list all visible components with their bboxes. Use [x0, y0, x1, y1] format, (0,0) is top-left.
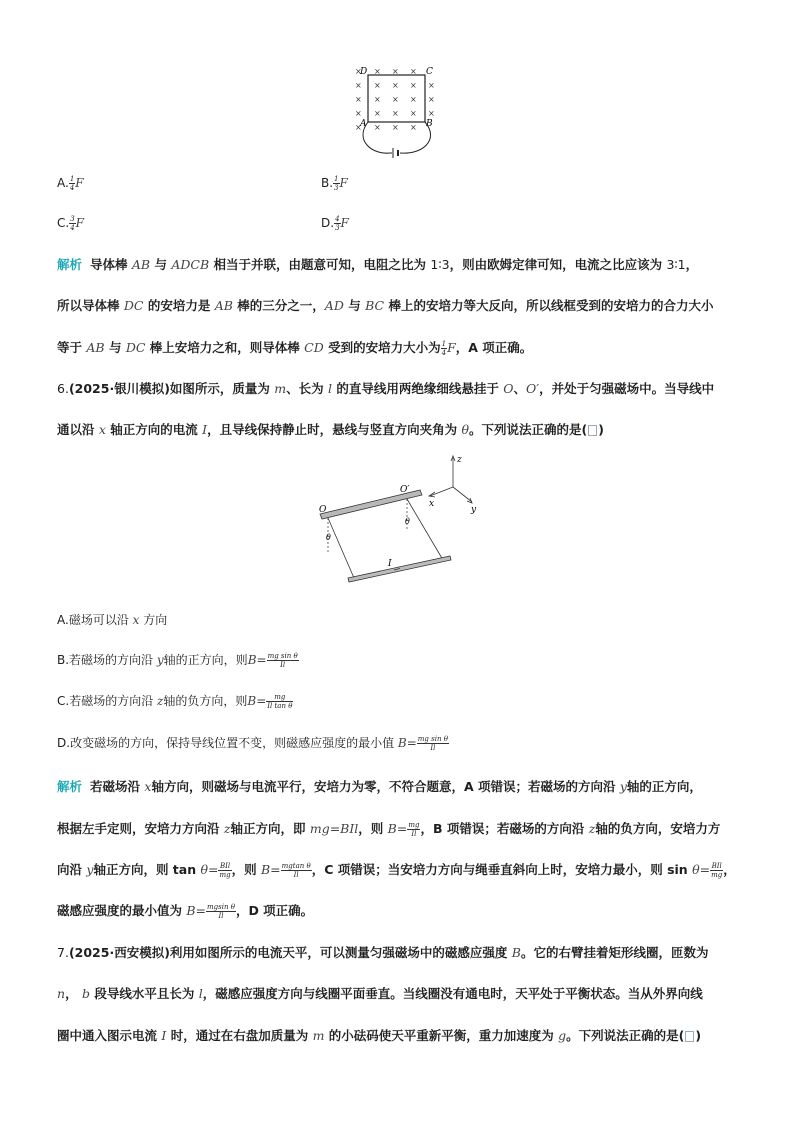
svg-text:×: ×	[355, 81, 362, 90]
analysis2-line3: 向沿 y轴正方向，则 tan θ= $\frac{\text{BIl}}{mg}$ ，则 B= $\frac{\text{mgtan θ}}{Il}$ ，C 项错误；当安培力方向与绳垂直斜向上时，安培力最小，则 sin θ= $\frac{\text{BIl}}{mg}$ ，	[57, 862, 736, 879]
axis-label-x: x	[429, 499, 435, 509]
svg-text:×: ×	[392, 81, 399, 90]
thread-left	[328, 518, 354, 578]
svg-text:×: ×	[374, 81, 381, 90]
q6-line1: 6.(2025·银川模拟)如图所示，质量为 m、长为 l 的直导线用两绝缘细线悬挂于 O、O′，并处于匀强磁场中。当导线中	[57, 381, 715, 396]
option-c[interactable]: C. $\frac{3}{4}$ F	[57, 215, 84, 232]
analysis-tag: 解析	[57, 257, 83, 272]
svg-text:×: ×	[410, 67, 417, 76]
option-b[interactable]: B. $\frac{1}{3}$ F	[321, 175, 348, 192]
label-A: A	[360, 119, 367, 129]
analysis2-line4: 磁感应强度的最小值为 B= $\frac{\text{mgsin θ}}{Il}$ ，D 项正确。	[57, 903, 314, 920]
q6-option-a[interactable]: A.磁场可以沿 x 方向	[57, 613, 168, 627]
svg-text:×: ×	[374, 109, 381, 118]
label-D: D	[360, 67, 368, 77]
option-d[interactable]: D. $\frac{4}{3}$ F	[321, 215, 349, 232]
q7-line2: n， b 段导线水平且长为 l，磁感应强度方向与线圈平面垂直。当线圈没有通电时，天平处于平衡状态。当从外界向线	[57, 986, 703, 1001]
analysis1-line3: 等于 AB 与 DC 棒上安培力之和，则导体棒 CD 受到的安培力大小为 $\frac{1}{4}$ F，A 项正确。	[57, 340, 533, 357]
label-I: I	[388, 559, 392, 569]
svg-text:×: ×	[392, 123, 399, 132]
label-O: O	[319, 505, 327, 515]
answer-blank[interactable]	[685, 1031, 694, 1042]
svg-text:×: ×	[410, 81, 417, 90]
q6-option-b[interactable]: B.若磁场的方向沿 y轴的正方向，则B= $\frac{\text{mg sin θ}}{Il}$	[57, 652, 298, 669]
analysis2-line2: 根据左手定则，安培力方向沿 z轴正方向，即 mg=BIl，则 B= $\frac{mg}{Il}$ ，B 项错误；若磁场的方向沿 z轴的负方向，安培力方	[57, 821, 721, 838]
q7-line3: 圈中通入图示电流 I 时，通过在右盘加质量为 m 的小砝码使天平重新平衡，重力加速度为 g。下列说法正确的是( )	[57, 1028, 702, 1043]
svg-text:×: ×	[410, 123, 417, 132]
thread-right	[407, 499, 443, 560]
svg-text:×: ×	[410, 95, 417, 104]
analysis1-line1: 解析 导体棒 AB 与 ADCB 相当于并联，由题意可知，电阻之比为 1∶3，则由欧姆定律可知，电流之比应该为 3∶1，	[57, 257, 699, 272]
figure-loop-in-field	[352, 60, 442, 158]
svg-text:×: ×	[428, 109, 435, 118]
axis-label-z: z	[457, 455, 462, 465]
q6-option-c[interactable]: C.若磁场的方向沿 z轴的负方向，则B= $\frac{mg}{\text{Il tan θ}}$	[57, 693, 293, 710]
analysis1-line2: 所以导体棒 DC 的安培力是 AB 棒的三分之一，AD 与 BC 棒上的安培力等大反向，所以线框受到的安培力的合力大小	[57, 298, 714, 313]
svg-text:×: ×	[374, 123, 381, 132]
label-C: C	[426, 67, 433, 77]
svg-text:×: ×	[392, 67, 399, 76]
answer-blank[interactable]	[588, 425, 597, 436]
svg-text:×: ×	[355, 123, 362, 132]
label-B: B	[426, 119, 433, 129]
q6-option-d[interactable]: D.改变磁场的方向，保持导线位置不变，则磁感应强度的最小值 B= $\frac{\text{mg sin θ}}{Il}$	[57, 735, 448, 752]
svg-text:×: ×	[355, 67, 362, 76]
analysis2-line1: 解析 若磁场沿 x轴方向，则磁场与电流平行，安培力为零，不符合题意，A 项错误；若磁场的方向沿 y轴的正方向，	[57, 779, 702, 794]
svg-text:×: ×	[428, 95, 435, 104]
analysis-tag: 解析	[57, 779, 83, 794]
label-theta-2: θ	[405, 517, 410, 526]
label-O-prime: O′	[400, 485, 410, 495]
svg-text:×: ×	[355, 95, 362, 104]
svg-text:×: ×	[392, 95, 399, 104]
svg-text:×: ×	[374, 67, 381, 76]
svg-text:×: ×	[428, 81, 435, 90]
option-a[interactable]: A. $\frac{1}{4}$ F	[57, 175, 84, 192]
q6-line2: 通以沿 x 轴正方向的电流 I，且导线保持静止时，悬线与竖直方向夹角为 θ。下列说法正确的是( )	[57, 422, 604, 437]
label-theta-1: θ	[326, 533, 331, 542]
svg-text:×: ×	[355, 109, 362, 118]
figure-suspended-wire	[310, 452, 490, 600]
svg-text:×: ×	[410, 109, 417, 118]
svg-text:×: ×	[392, 109, 399, 118]
svg-text:×: ×	[374, 95, 381, 104]
axis-label-y: y	[471, 505, 477, 515]
q7-line1: 7.(2025·西安模拟)利用如图所示的电流天平，可以测量匀强磁场中的磁感应强度 B。它的右臂挂着矩形线圈，匝数为	[57, 945, 709, 960]
